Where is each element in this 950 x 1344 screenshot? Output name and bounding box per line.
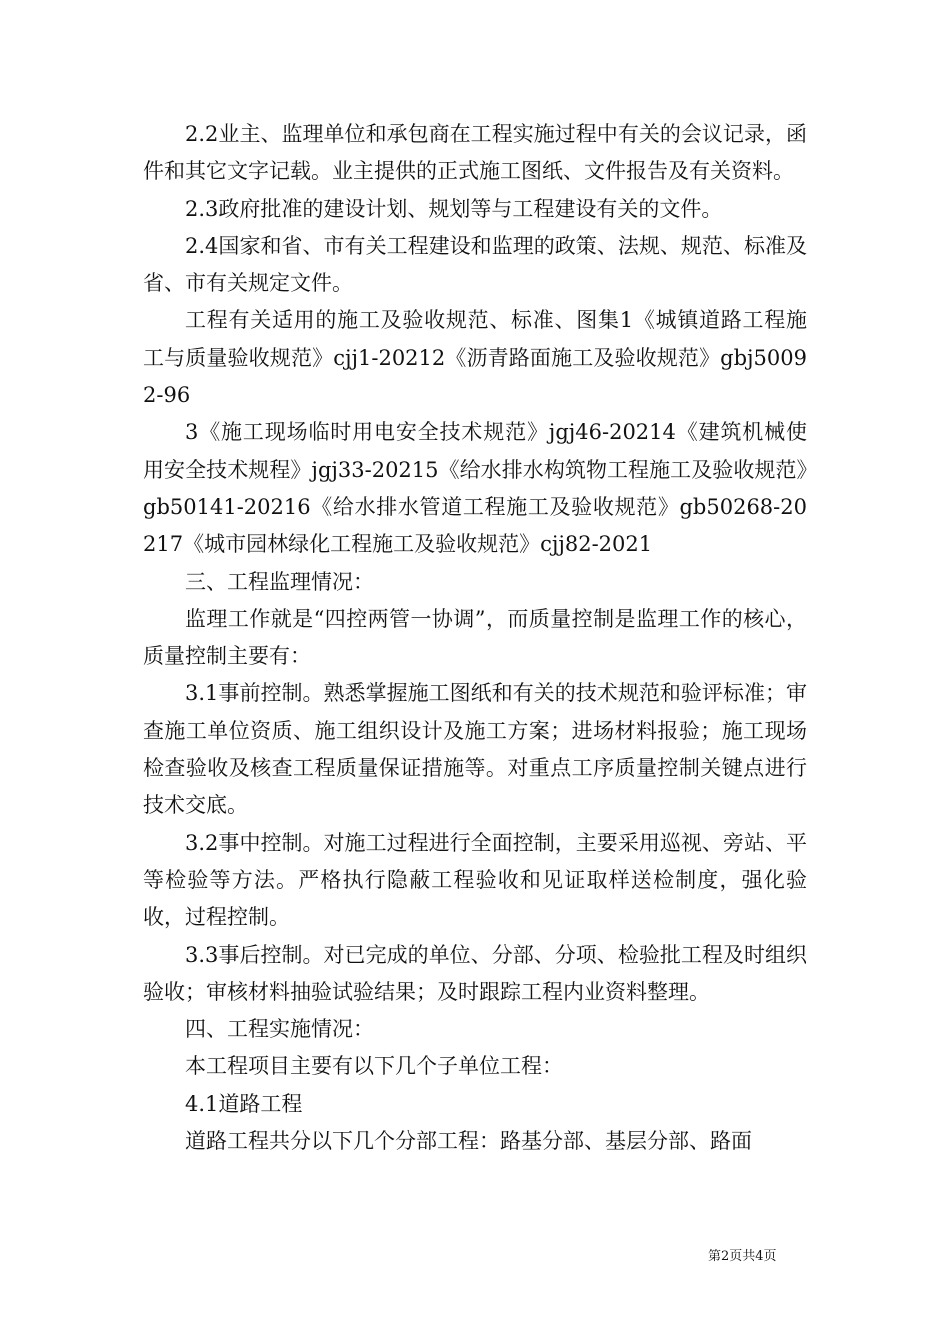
paragraph-4-1: 4.1道路工程 xyxy=(185,1091,303,1116)
paragraph-2-2: 2.2业主、监理单位和承包商在工程实施过程中有关的会议记录，函件和其它文字记载。业主提供的正式施工图纸、文件报告及有关资料。 xyxy=(143,122,807,184)
paragraph-3-3: 3.3事后控制。对已完成的单位、分部、分项、检验批工程及时组织验收；审核材料抽验试验结果；及时跟踪工程内业资料整理。 xyxy=(143,942,807,1004)
paragraph-supervision-intro: 监理工作就是“四控两管一协调”，而质量控制是监理工作的核心，质量控制主要有： xyxy=(143,606,807,669)
paragraph-road-parts: 道路工程共分以下几个分部工程：路基分部、基层分部、路面 xyxy=(185,1129,752,1154)
document-body xyxy=(143,116,807,1160)
paragraph-sub-units: 本工程项目主要有以下几个子单位工程： xyxy=(185,1054,563,1079)
paragraph-2-3: 2.3政府批准的建设计划、规划等与工程建设有关的文件。 xyxy=(185,196,723,221)
page-number: 第2页共4页 xyxy=(708,1249,777,1264)
section-heading-3: 三、工程监理情况： xyxy=(185,569,374,594)
paragraph-standards-2: 3《施工现场临时用电安全技术规范》jgj46-20214《建筑机械使用安全技术规程》jgj33-20215《给水排水构筑物工程施工及验收规范》gb50141-20216《给水排水管道工程施工及验收规范》gb50268-20217《城市园林绿化工程施工及验收规范》cjj82-2021 xyxy=(143,420,807,557)
paragraph-3-1: 3.1事前控制。熟悉掌握施工图纸和有关的技术规范和验评标准；审查施工单位资质、施工组织设计及施工方案；进场材料报验；施工现场检查验收及核查工程质量保证措施等。对重点工序质量控制关键点进行技术交底。 xyxy=(143,681,807,818)
paragraph-standards-1: 工程有关适用的施工及验收规范、标准、图集1《城镇道路工程施工与质量验收规范》cjj1-20212《沥青路面施工及验收规范》gbj50092-96 xyxy=(143,308,807,408)
paragraph-3-2: 3.2事中控制。对施工过程进行全面控制，主要采用巡视、旁站、平等检验等方法。严格执行隐蔽工程验收和见证取样送检制度，强化验收，过程控制。 xyxy=(143,830,807,930)
paragraph-2-4: 2.4国家和省、市有关工程建设和监理的政策、法规、规范、标准及省、市有关规定文件。 xyxy=(143,233,807,296)
section-heading-4: 四、工程实施情况： xyxy=(185,1017,374,1042)
